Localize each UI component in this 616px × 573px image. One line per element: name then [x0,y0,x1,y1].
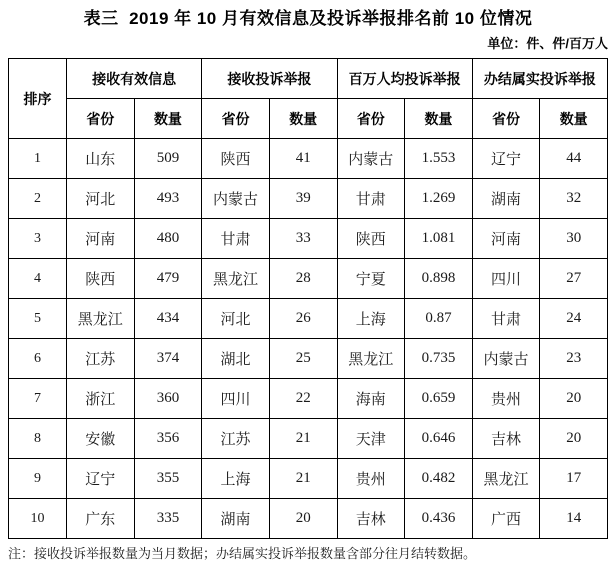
header-group-complaints-per-million: 百万人均投诉举报 [337,59,472,99]
province-cell: 河北 [67,179,135,219]
count-cell: 17 [540,459,608,499]
count-cell: 0.646 [405,419,473,459]
count-cell: 27 [540,259,608,299]
table-row [9,339,608,379]
province-cell: 内蒙古 [202,179,270,219]
rank-cell: 3 [9,219,67,259]
province-cell: 浙江 [67,379,135,419]
subheader-province: 省份 [67,99,135,139]
province-cell: 陕西 [337,219,405,259]
subheader-province: 省份 [202,99,270,139]
count-cell: 360 [134,379,202,419]
unit-label: 单位：件、件/百万人 [487,36,608,51]
province-cell: 内蒙古 [472,339,540,379]
table-row [9,299,608,339]
count-cell: 22 [269,379,337,419]
rank-cell: 6 [9,339,67,379]
province-cell: 辽宁 [472,139,540,179]
ranking-table [8,58,608,539]
province-cell: 安徽 [67,419,135,459]
header-group-verified-resolved-complaints: 办结属实投诉举报 [472,59,607,99]
subheader-count: 数量 [269,99,337,139]
count-cell: 0.436 [405,499,473,539]
province-cell: 江苏 [67,339,135,379]
rank-cell: 5 [9,299,67,339]
province-cell: 湖南 [472,179,540,219]
rank-cell: 4 [9,259,67,299]
province-cell: 吉林 [337,499,405,539]
count-cell: 374 [134,339,202,379]
footnote: 注：接收投诉举报数量为当月数据；办结属实投诉举报数量含部分往月结转数据。 [8,546,477,561]
province-cell: 辽宁 [67,459,135,499]
province-cell: 上海 [337,299,405,339]
table-row [9,379,608,419]
province-cell: 广西 [472,499,540,539]
header-sub-row [9,99,608,139]
table-body [9,139,608,539]
table-row [9,139,608,179]
province-cell: 黑龙江 [67,299,135,339]
count-cell: 20 [540,379,608,419]
count-cell: 1.553 [405,139,473,179]
subheader-province: 省份 [337,99,405,139]
page-title: 表三 2019 年 10 月有效信息及投诉举报排名前 10 位情况 [83,9,533,28]
province-cell: 河南 [67,219,135,259]
province-cell: 河北 [202,299,270,339]
province-cell: 江苏 [202,419,270,459]
province-cell: 吉林 [472,419,540,459]
count-cell: 1.269 [405,179,473,219]
count-cell: 41 [269,139,337,179]
rank-cell: 2 [9,179,67,219]
table-header [9,59,608,139]
province-cell: 黑龙江 [472,459,540,499]
header-group-received-complaints: 接收投诉举报 [202,59,337,99]
count-cell: 20 [269,499,337,539]
count-cell: 14 [540,499,608,539]
province-cell: 宁夏 [337,259,405,299]
province-cell: 甘肃 [202,219,270,259]
count-cell: 0.898 [405,259,473,299]
count-cell: 480 [134,219,202,259]
table-row [9,419,608,459]
count-cell: 28 [269,259,337,299]
table-row [9,459,608,499]
province-cell: 四川 [202,379,270,419]
province-cell: 广东 [67,499,135,539]
table-row [9,259,608,299]
count-cell: 509 [134,139,202,179]
province-cell: 海南 [337,379,405,419]
header-group-row [9,59,608,99]
subheader-count: 数量 [405,99,473,139]
count-cell: 21 [269,459,337,499]
count-cell: 30 [540,219,608,259]
rank-cell: 9 [9,459,67,499]
subheader-count: 数量 [540,99,608,139]
header-rank: 排序 [9,59,67,139]
province-cell: 湖北 [202,339,270,379]
count-cell: 434 [134,299,202,339]
subheader-count: 数量 [134,99,202,139]
count-cell: 32 [540,179,608,219]
province-cell: 上海 [202,459,270,499]
count-cell: 25 [269,339,337,379]
rank-cell: 1 [9,139,67,179]
count-cell: 26 [269,299,337,339]
count-cell: 33 [269,219,337,259]
province-cell: 内蒙古 [337,139,405,179]
subheader-province: 省份 [472,99,540,139]
province-cell: 河南 [472,219,540,259]
count-cell: 0.735 [405,339,473,379]
province-cell: 甘肃 [337,179,405,219]
province-cell: 陕西 [67,259,135,299]
count-cell: 479 [134,259,202,299]
count-cell: 0.87 [405,299,473,339]
province-cell: 四川 [472,259,540,299]
table-row [9,499,608,539]
province-cell: 贵州 [337,459,405,499]
count-cell: 44 [540,139,608,179]
count-cell: 39 [269,179,337,219]
province-cell: 甘肃 [472,299,540,339]
count-cell: 23 [540,339,608,379]
count-cell: 0.482 [405,459,473,499]
count-cell: 356 [134,419,202,459]
province-cell: 黑龙江 [337,339,405,379]
count-cell: 1.081 [405,219,473,259]
count-cell: 21 [269,419,337,459]
province-cell: 陕西 [202,139,270,179]
province-cell: 贵州 [472,379,540,419]
count-cell: 24 [540,299,608,339]
rank-cell: 10 [9,499,67,539]
header-group-received-valid-info: 接收有效信息 [67,59,202,99]
province-cell: 湖南 [202,499,270,539]
province-cell: 山东 [67,139,135,179]
count-cell: 493 [134,179,202,219]
province-cell: 黑龙江 [202,259,270,299]
province-cell: 天津 [337,419,405,459]
table-row [9,219,608,259]
rank-cell: 7 [9,379,67,419]
count-cell: 335 [134,499,202,539]
count-cell: 0.659 [405,379,473,419]
table-row [9,179,608,219]
count-cell: 20 [540,419,608,459]
rank-cell: 8 [9,419,67,459]
count-cell: 355 [134,459,202,499]
report-page [0,7,616,573]
